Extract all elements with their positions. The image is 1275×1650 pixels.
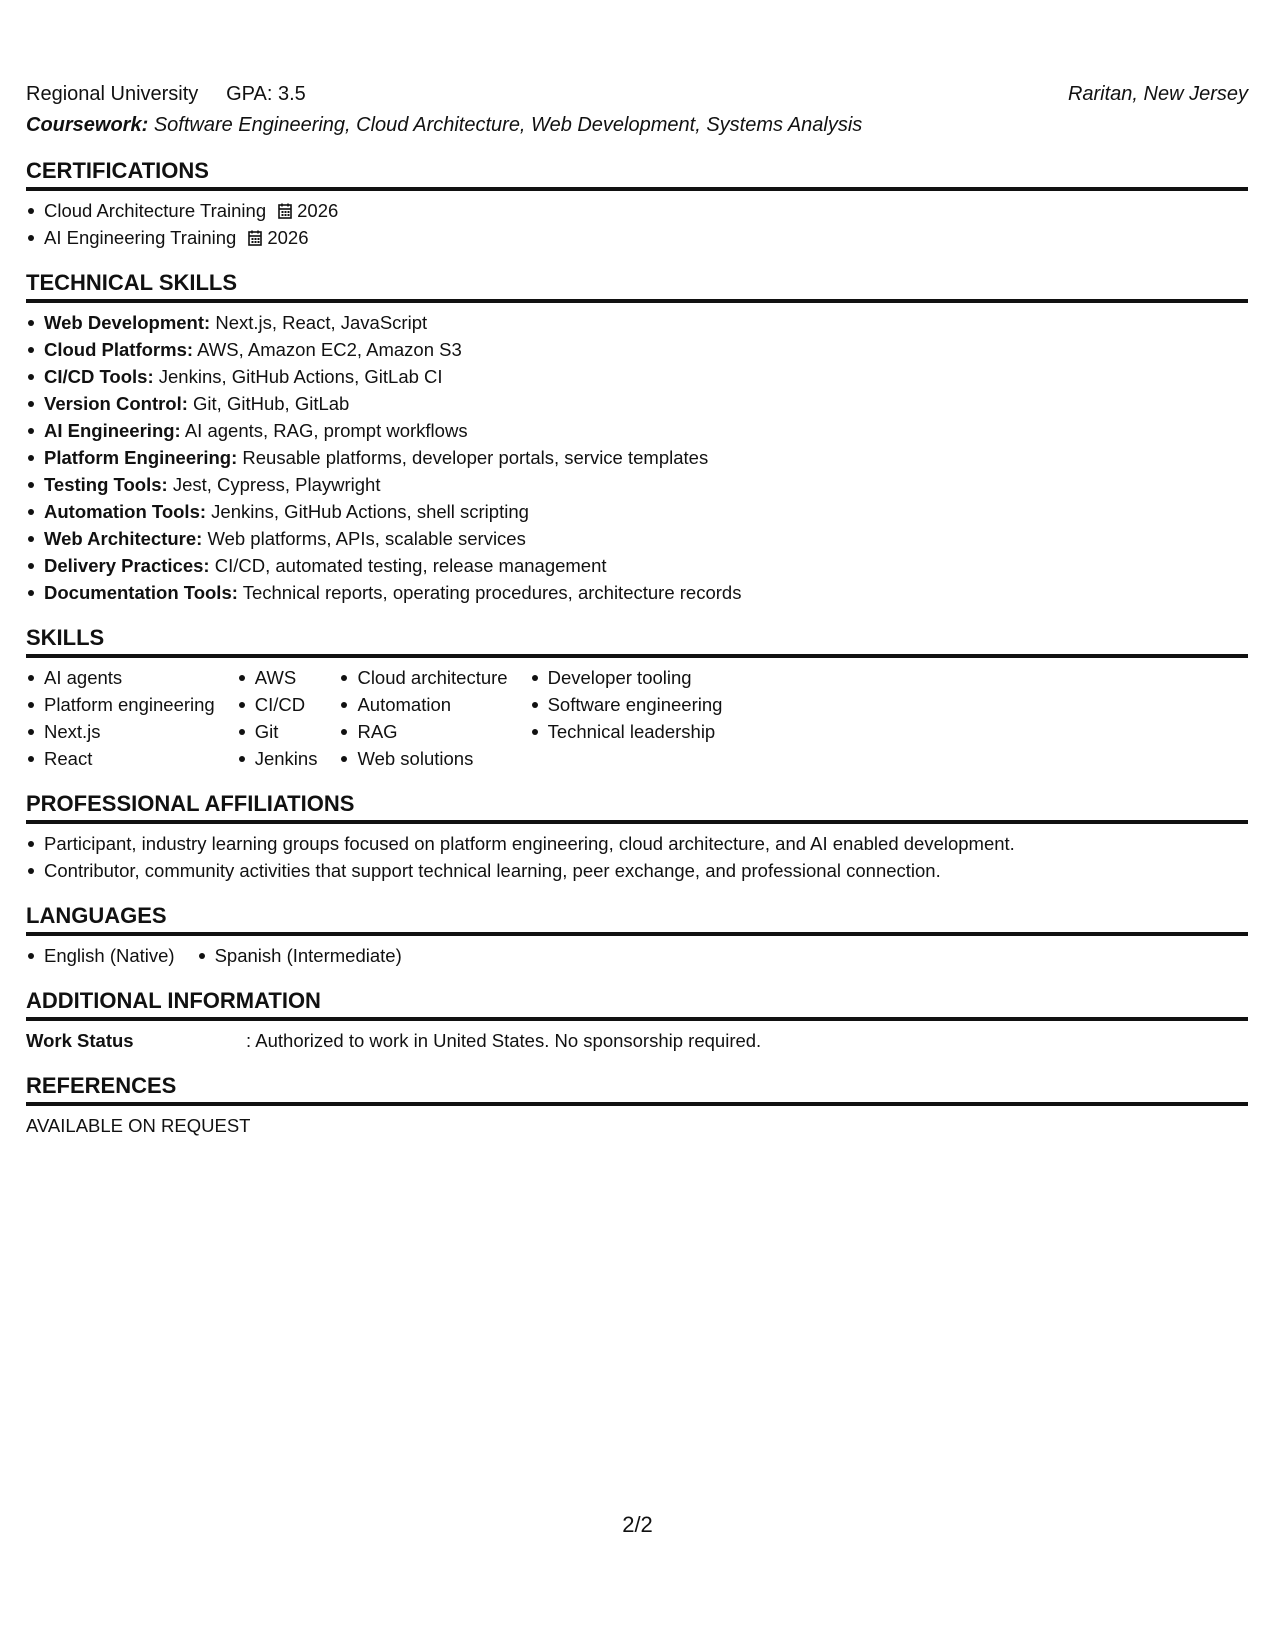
skill-item: AI agents bbox=[26, 664, 215, 691]
school-name: Regional University bbox=[26, 83, 199, 105]
technical-skill-item bbox=[26, 552, 1248, 579]
coursework-label: Coursework: bbox=[26, 114, 149, 136]
technical-skill-label: Delivery Practices: bbox=[44, 555, 210, 576]
coursework-list: Software Engineering, Cloud Architecture, Web Development, Systems Analysis bbox=[153, 114, 863, 136]
skill-item: Cloud architecture bbox=[339, 664, 507, 691]
technical-skill-label: Web Architecture: bbox=[44, 528, 203, 549]
skill-item: Developer tooling bbox=[530, 664, 723, 691]
section-title-additional-information: ADDITIONAL INFORMATION bbox=[26, 987, 1248, 1021]
page-number: 2/2 bbox=[622, 1512, 653, 1537]
affiliations-list bbox=[26, 830, 1248, 884]
skill-item: AWS bbox=[237, 664, 318, 691]
technical-skill-label: AI Engineering: bbox=[44, 420, 181, 441]
technical-skill-value: Jenkins, GitHub Actions, shell scripting bbox=[211, 501, 529, 522]
certification-year: 2026 bbox=[297, 200, 339, 221]
technical-skill-item bbox=[26, 444, 1248, 471]
skill-item: React bbox=[26, 745, 215, 772]
technical-skill-label: Version Control: bbox=[44, 393, 188, 414]
technical-skill-value: CI/CD, automated testing, release management bbox=[214, 555, 607, 576]
skills-grid bbox=[26, 664, 1248, 772]
section-title-certifications: CERTIFICATIONS bbox=[26, 157, 1248, 191]
technical-skill-value: AI agents, RAG, prompt workflows bbox=[184, 420, 468, 441]
technical-skill-value: Jenkins, GitHub Actions, GitLab CI bbox=[158, 366, 443, 387]
work-status-value: : Authorized to work in United States. No sponsorship required. bbox=[246, 1030, 762, 1051]
skills-column bbox=[530, 664, 723, 772]
skill-item: Platform engineering bbox=[26, 691, 215, 718]
technical-skill-item bbox=[26, 309, 1248, 336]
certification-year: 2026 bbox=[267, 227, 309, 248]
affiliation-item: Participant, industry learning groups focused on platform engineering, cloud architecture, and AI enabled development. bbox=[26, 830, 1248, 857]
technical-skill-value: Technical reports, operating procedures, architecture records bbox=[242, 582, 742, 603]
gpa: GPA: 3.5 bbox=[226, 83, 306, 105]
skills-column bbox=[26, 664, 215, 772]
technical-skill-item bbox=[26, 498, 1248, 525]
technical-skill-label: Web Development: bbox=[44, 312, 211, 333]
section-title-languages: LANGUAGES bbox=[26, 902, 1248, 936]
technical-skill-item bbox=[26, 471, 1248, 498]
technical-skill-value: Git, GitHub, GitLab bbox=[193, 393, 350, 414]
technical-skill-value: Jest, Cypress, Playwright bbox=[172, 474, 381, 495]
language-column bbox=[26, 942, 175, 969]
calendar-icon bbox=[278, 203, 292, 219]
skill-item: Next.js bbox=[26, 718, 215, 745]
skill-item: CI/CD bbox=[237, 691, 318, 718]
technical-skill-value: Reusable platforms, developer portals, service templates bbox=[242, 447, 709, 468]
technical-skill-value: Next.js, React, JavaScript bbox=[215, 312, 428, 333]
technical-skill-item bbox=[26, 417, 1248, 444]
coursework bbox=[26, 111, 1248, 139]
work-status-label: Work Status bbox=[26, 1030, 134, 1051]
technical-skill-value: AWS, Amazon EC2, Amazon S3 bbox=[197, 339, 462, 360]
skills-column bbox=[237, 664, 318, 772]
language-item: English (Native) bbox=[26, 942, 175, 969]
certification-item bbox=[26, 197, 1248, 224]
certifications-list bbox=[26, 197, 1248, 251]
section-title-technical-skills: TECHNICAL SKILLS bbox=[26, 269, 1248, 303]
technical-skill-item bbox=[26, 579, 1248, 606]
technical-skill-label: Cloud Platforms: bbox=[44, 339, 194, 360]
section-title-references: REFERENCES bbox=[26, 1072, 1248, 1106]
technical-skill-item bbox=[26, 525, 1248, 552]
skill-item: Software engineering bbox=[530, 691, 723, 718]
technical-skill-value: Web platforms, APIs, scalable services bbox=[207, 528, 526, 549]
skill-item: Git bbox=[237, 718, 318, 745]
technical-skills-list bbox=[26, 309, 1248, 606]
technical-skill-item bbox=[26, 390, 1248, 417]
language-column bbox=[197, 942, 402, 969]
education-location: Raritan, New Jersey bbox=[1067, 83, 1248, 105]
section-title-skills: SKILLS bbox=[26, 624, 1248, 658]
languages-list bbox=[26, 942, 1248, 969]
affiliation-item: Contributor, community activities that support technical learning, peer exchange, and professional connection. bbox=[26, 857, 1248, 884]
technical-skill-label: CI/CD Tools: bbox=[44, 366, 154, 387]
skill-item: Web solutions bbox=[339, 745, 507, 772]
technical-skill-label: Documentation Tools: bbox=[44, 582, 238, 603]
skills-column bbox=[339, 664, 507, 772]
education-left bbox=[26, 80, 306, 108]
certification-name: Cloud Architecture Training bbox=[44, 200, 267, 221]
skill-item: Jenkins bbox=[237, 745, 318, 772]
technical-skill-label: Platform Engineering: bbox=[44, 447, 238, 468]
calendar-icon bbox=[248, 230, 262, 246]
certification-name: AI Engineering Training bbox=[44, 227, 237, 248]
work-status-row bbox=[26, 1027, 1248, 1054]
technical-skill-label: Testing Tools: bbox=[44, 474, 168, 495]
technical-skill-item bbox=[26, 363, 1248, 390]
skill-item: Automation bbox=[339, 691, 507, 718]
section-title-affiliations: PROFESSIONAL AFFILIATIONS bbox=[26, 790, 1248, 824]
education-row bbox=[26, 80, 1248, 108]
technical-skill-item bbox=[26, 336, 1248, 363]
skill-item: Technical leadership bbox=[530, 718, 723, 745]
certification-item bbox=[26, 224, 1248, 251]
references-text: AVAILABLE ON REQUEST bbox=[26, 1115, 251, 1136]
skill-item: RAG bbox=[339, 718, 507, 745]
technical-skill-label: Automation Tools: bbox=[44, 501, 207, 522]
language-item: Spanish (Intermediate) bbox=[197, 942, 402, 969]
resume-page bbox=[26, 80, 1248, 1139]
